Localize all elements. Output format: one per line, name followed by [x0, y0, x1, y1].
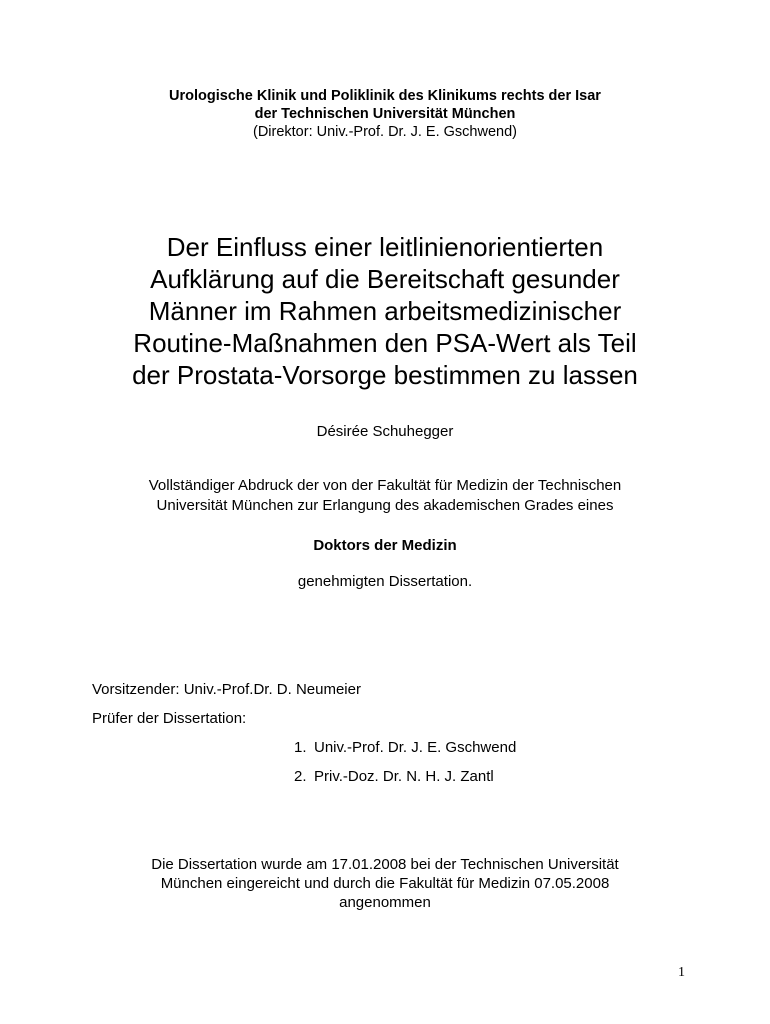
- approved-dissertation: genehmigten Dissertation.: [297, 573, 473, 590]
- committee-chair: Vorsitzender: Univ.-Prof.Dr. D. Neumeier: [92, 681, 361, 698]
- clinic-name: Urologische Klinik und Poliklinik des Klinikums rechts der Isar: [169, 88, 601, 104]
- examiner-item: [294, 768, 494, 785]
- examiner-name: Priv.-Doz. Dr. N. H. J. Zantl: [314, 768, 494, 785]
- title-line: Aufklärung auf die Bereitschaft gesunder: [150, 264, 620, 294]
- submission-note: [0, 855, 770, 912]
- submission-line: angenommen: [339, 894, 431, 911]
- examiner-number: 2.: [294, 768, 307, 785]
- university-name: der Technischen Universität München: [254, 106, 516, 122]
- examiner-number: 1.: [294, 739, 307, 756]
- reprint-line: Universität München zur Erlangung des akademischen Grades eines: [156, 497, 614, 514]
- submission-line: Die Dissertation wurde am 17.01.2008 bei der Technischen Universität: [151, 856, 619, 873]
- submission-line: München eingereicht und durch die Fakultät für Medizin 07.05.2008: [160, 875, 610, 892]
- title-line: Der Einfluss einer leitlinienorientierten: [166, 232, 604, 262]
- page-number: 1: [678, 965, 685, 980]
- examiner-item: [294, 739, 516, 756]
- reprint-line: Vollständiger Abdruck der von der Fakultät für Medizin der Technischen: [148, 477, 622, 494]
- dissertation-title: [0, 231, 770, 391]
- title-line: der Prostata-Vorsorge bestimmen zu lassen: [132, 360, 638, 390]
- degree-title: Doktors der Medizin: [313, 537, 457, 554]
- institution-header: [0, 87, 770, 141]
- reprint-statement: [0, 476, 770, 516]
- title-line: Männer im Rahmen arbeitsmedizinischer: [148, 296, 622, 326]
- examiners-label: Prüfer der Dissertation:: [92, 710, 247, 727]
- author-name: Désirée Schuhegger: [316, 423, 454, 440]
- title-line: Routine-Maßnahmen den PSA-Wert als Teil: [133, 328, 637, 358]
- director-line: (Direktor: Univ.-Prof. Dr. J. E. Gschwend): [252, 124, 517, 140]
- examiner-name: Univ.-Prof. Dr. J. E. Gschwend: [314, 739, 517, 756]
